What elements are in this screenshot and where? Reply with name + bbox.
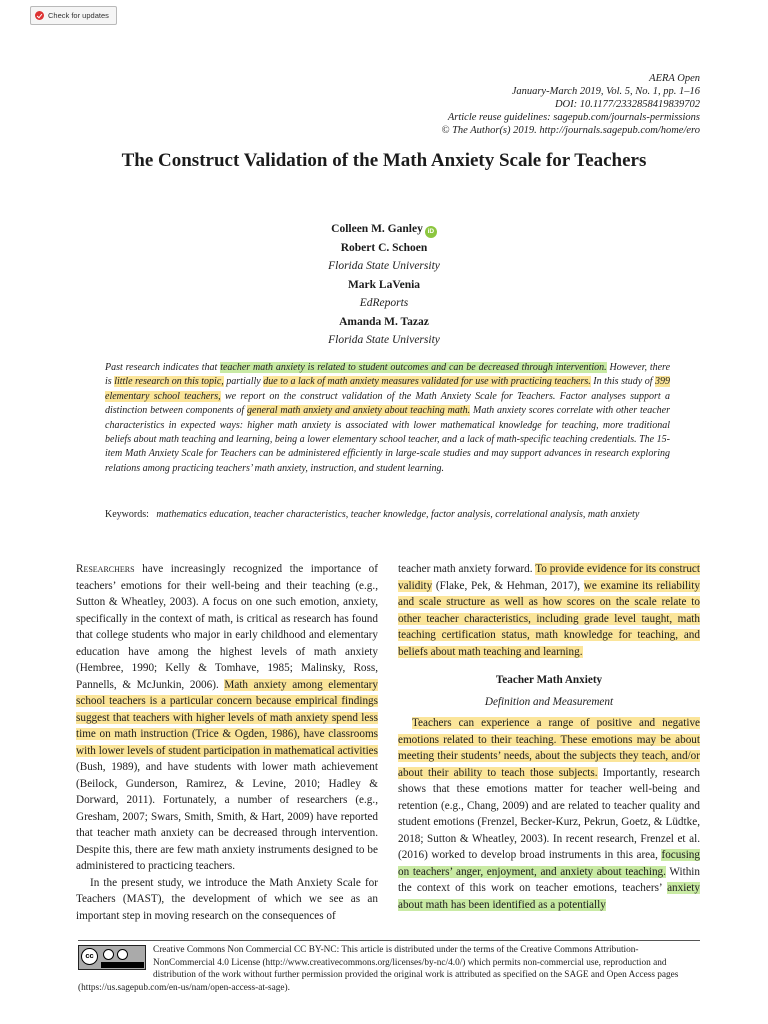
- body-text: Importantly, research shows that these emotions matter for teacher well-being and retention (e.g., Chang, 2009) and are related to teacher quality and student emotions (Frenzel, Becker-Kurz, Pekrun, Goetz, & Lüdtke, 2018; Sutton & Wheatley, 2003). In recent research, Frenzel et al. (2016) worked to develop broad instruments in this area,: [398, 766, 700, 861]
- highlight-yellow: To provide evidence for its construct validity: [398, 563, 701, 592]
- affiliation: Florida State University: [328, 334, 440, 346]
- affiliation: EdReports: [359, 297, 409, 309]
- check-icon: [35, 11, 44, 20]
- doi: DOI: 10.1177/2332858419839702: [554, 99, 700, 110]
- issue-info: January-March 2019, Vol. 5, No. 1, pp. 1–16: [511, 86, 700, 97]
- body-left-column: [76, 561, 378, 924]
- orcid-icon[interactable]: iD: [425, 226, 437, 238]
- keywords-list: mathematics education, teacher characteristics, teacher knowledge, factor analysis, correlational analysis, math anxiety: [156, 509, 640, 520]
- copyright: © The Author(s) 2019. http://journals.sagepub.com/home/ero: [441, 125, 700, 136]
- paragraph: [398, 561, 700, 660]
- abstract-text: However, there is: [105, 362, 671, 388]
- paragraph: [76, 561, 378, 875]
- author-ganley: Colleen M. Ganley: [331, 223, 423, 235]
- license-text: Creative Commons Non Commercial CC BY-NC: This article is distributed under the terms of the Creative Commons Attribution-NonCommercial 4.0 License (http://www.creativecommons.org/licenses/by-nc/4.0/) which permits non-commercial use, reproduction and distribution of the work without further permission provided the original work is attributed as specified on the SAGE and Open Access pages (https://us.sagepub.com/en-us/nam/open-access-at-sage).: [78, 945, 679, 993]
- nc-icon: [117, 949, 128, 960]
- abstract-text: we report on the construct validation of the Math Anxiety Scale for Teachers. Factor analyses support a distinction between components of: [105, 390, 670, 417]
- highlight-yellow: 399 elementary school teachers,: [105, 376, 670, 402]
- check-for-updates-label: Check for updates: [48, 11, 109, 20]
- journal-name: AERA Open: [649, 73, 700, 84]
- highlight-yellow: we examine its reliability and scale structure as well as how scores on the scale relate to other teacher characteristics, including grade level taught, math teaching certification status, math knowledge for teaching, and beliefs about math teaching and learning.: [398, 579, 700, 658]
- cc-label-bar: [101, 962, 144, 968]
- body-text: (Flake, Pek, & Hehman, 2017),: [432, 579, 584, 592]
- abstract: [105, 361, 670, 476]
- journal-metadata: [441, 72, 700, 137]
- highlight-yellow: Teachers can experience a range of positive and negative emotions related to their teaching. These emotions may be about meeting their students’ needs, about the subjects they teach, and/or about their ability to teach those subjects.: [398, 717, 700, 779]
- body-text: Within the context of this work on teacher emotions, teachers’: [398, 865, 700, 894]
- cc-icon: cc: [81, 948, 98, 965]
- author-name: [0, 220, 768, 239]
- license-footer: [78, 940, 700, 994]
- paragraph: [398, 715, 700, 913]
- reuse-guidelines: Article reuse guidelines: sagepub.com/journals-permissions: [447, 112, 700, 123]
- abstract-text: Past research indicates that: [105, 362, 221, 373]
- subsection-heading: Definition and Measurement: [484, 695, 614, 708]
- highlight-yellow: Math anxiety among elementary school teachers is a particular concern because empirical findings suggest that teachers with higher levels of math anxiety spend less time on math instruction (Trice & Ogden, 1986), have classrooms with lower levels of student participation in mathematical activities: [76, 678, 379, 757]
- author-lavenia: Mark LaVenia: [347, 278, 421, 291]
- body-text: have increasingly recognized the importance of teachers’ emotions for their well-being and their teaching (e.g., Sutton & Wheatley, 2003). A focus on one such emotion, anxiety, specifically in the context of math, is critical as research has found that college students who major in early childhood and elementary education have among the highest levels of math anxiety (Hembree, 1990; Kelly & Tomhave, 1985; Malinsky, Ross, Pannells, & McJunkin, 2006).: [76, 563, 378, 691]
- abstract-text: partially: [223, 376, 264, 388]
- keywords: [105, 508, 670, 522]
- article-title: The Construct Validation of the Math Anxiety Scale for Teachers: [121, 150, 647, 171]
- highlight-green: focusing on teachers’ anger, enjoyment, and anxiety about teaching.: [398, 849, 700, 878]
- highlight-yellow: due to a lack of math anxiety measures validated for use with practicing teachers.: [263, 376, 591, 388]
- author-tazaz: Amanda M. Tazaz: [339, 315, 429, 328]
- highlight-yellow: little research on this topic,: [114, 376, 224, 388]
- body-right-column: [398, 561, 700, 913]
- cc-by-nc-icon[interactable]: [78, 945, 146, 970]
- lead-word: Researchers: [76, 563, 135, 575]
- check-for-updates-badge[interactable]: [30, 6, 117, 25]
- abstract-text: In this study of: [590, 376, 655, 388]
- abstract-text: Math anxiety scores correlate with other teacher characteristics in expected ways: higher math anxiety is associated with lower mathematical knowledge for teaching, more traditional beliefs about math teaching and learning, being a lower elementary school teacher, and a lack of math-specific teaching credentials. The 15-item Math Anxiety Scale for Teachers can be administered efficiently in large-scale studies and may support advances in research exploring relations among practicing teachers’ math anxiety, instruction, and student learning.: [105, 405, 670, 474]
- keywords-label: Keywords:: [105, 509, 149, 520]
- highlight-green: anxiety about math has been identified as a potentially: [398, 882, 700, 911]
- paragraph: In the present study, we introduce the Math Anxiety Scale for Teachers (MAST), the development of which we see as an important step in moving research on the consequences of: [76, 876, 378, 922]
- by-icon: [103, 949, 114, 960]
- highlight-yellow: general math anxiety and anxiety about teaching math.: [247, 405, 471, 417]
- body-text: (Bush, 1989), and have students with lower math achievement (Beilock, Gunderson, Ramirez, & Levine, 2010; Hadley & Dorward, 2011). Fortunately, a number of researchers (e.g., Gresham, 2007; Swars, Smith, Smith, & Hart, 2009) have reported that teacher math anxiety can be decreased through intervention. Despite this, there are few math anxiety instruments designed to be administered to practicing teachers.: [76, 761, 378, 872]
- body-text: teacher math anxiety forward.: [398, 563, 536, 575]
- author-schoen: Robert C. Schoen: [340, 241, 428, 254]
- highlight-green: teacher math anxiety is related to student outcomes and can be decreased through intervention.: [220, 362, 607, 373]
- affiliation: Florida State University: [328, 260, 440, 272]
- author-block: [0, 220, 768, 350]
- section-heading: Teacher Math Anxiety: [495, 674, 603, 686]
